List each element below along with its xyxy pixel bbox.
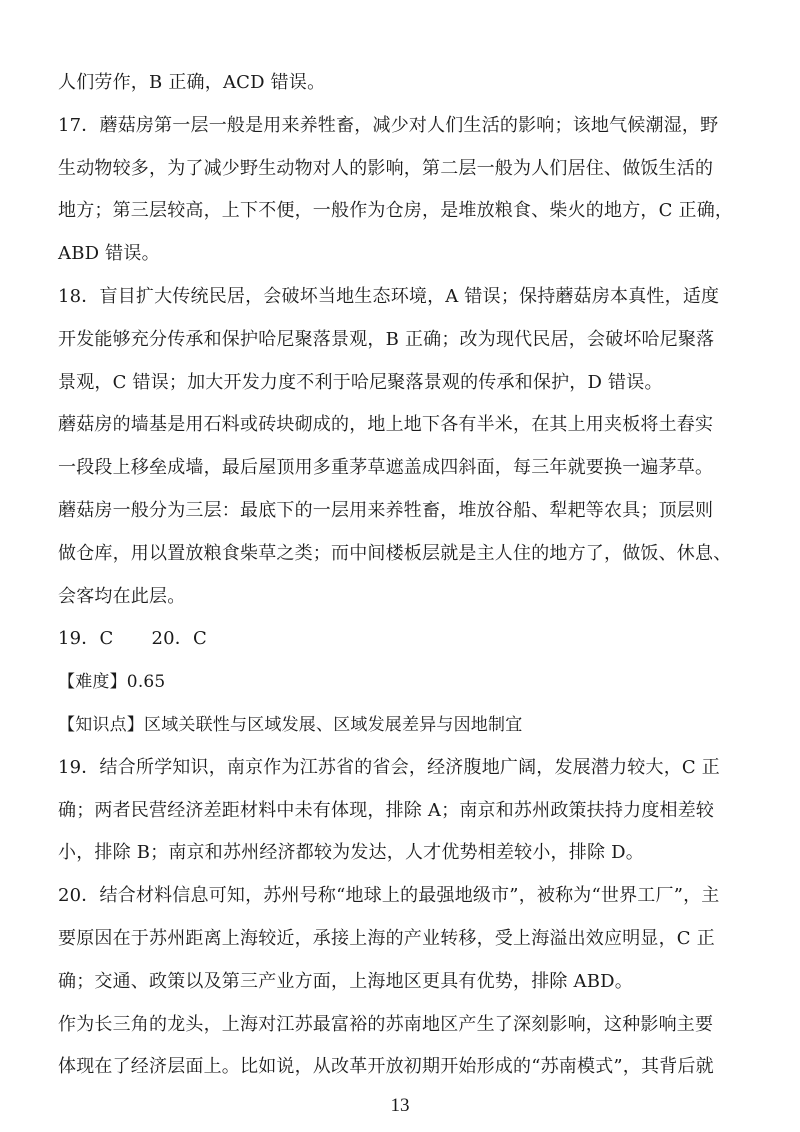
text-line: 地方；第三层较高，上下不便，一般作为仓房，是堆放粮食、柴火的地方，C 正确， — [58, 200, 734, 222]
text-line: 做仓库，用以置放粮食柴草之类；而中间楼板层就是主人住的地方了，做饭、休息、 — [58, 542, 732, 564]
text-line: 体现在了经济层面上。比如说，从改革开放初期开始形成的“苏南模式”，其背后就 — [58, 1056, 714, 1078]
text-line: 开发能够充分传承和保护哈尼聚落景观，B 正确；改为现代民居，会破坏哈尼聚落 — [58, 328, 715, 350]
difficulty-label: 【难度】0.65 — [58, 672, 166, 693]
page-number: 13 — [390, 1095, 410, 1116]
text-line: 要原因在于苏州距离上海较近，承接上海的产业转移，受上海溢出效应明显，C 正 — [58, 927, 715, 949]
text-line: 蘑菇房的墙基是用石料或砖块砌成的，地上地下各有半米，在其上用夹板将土舂实 — [58, 414, 714, 436]
answer-20: 20．C — [151, 628, 207, 650]
text-line: 17．蘑菇房第一层一般是用来养牲畜，减少对人们生活的影响；该地气候潮湿，野 — [58, 114, 719, 136]
answers-line — [58, 618, 770, 661]
text-line: 确；交通、政策以及第三产业方面，上海地区更具有优势，排除 ABD。 — [58, 970, 633, 992]
answer-19: 19．C — [58, 628, 114, 650]
text-line: 景观，C 错误；加大开发力度不利于哈尼聚落景观的传承和保护，D 错误。 — [58, 371, 663, 393]
knowledge-points: 【知识点】区域关联性与区域发展、区域发展差异与因地制宜 — [58, 714, 523, 735]
text-line: 20．结合材料信息可知，苏州号称“地球上的最强地级市”，被称为“世界工厂”，主 — [58, 885, 720, 907]
text-line: ABD 错误。 — [58, 243, 160, 265]
text-line: 作为长三角的龙头，上海对江苏最富裕的苏南地区产生了深刻影响，这种影响主要 — [58, 1013, 714, 1035]
text-line: 蘑菇房一般分为三层：最底下的一层用来养牲畜，堆放谷船、犁耙等农具；顶层则 — [58, 499, 714, 521]
text-line: 小，排除 B；南京和苏州经济都较为发达，人才优势相差较小，排除 D。 — [58, 842, 644, 864]
text-line: 人们劳作，B 正确，ACD 错误。 — [58, 72, 326, 93]
text-line: 生动物较多，为了减少野生动物对人的影响，第二层一般为人们居住、做饭生活的 — [58, 157, 714, 179]
text-line: 一段段上移垒成墙，最后屋顶用多重茅草遮盖成四斜面，每三年就要换一遍茅草。 — [58, 457, 714, 479]
text-line: 确；两者民营经济差距材料中未有体现，排除 A；南京和苏州政策扶持力度相差较 — [58, 799, 715, 821]
document-body — [58, 62, 770, 1089]
text-line: 18．盲目扩大传统民居，会破坏当地生态环境，A 错误；保持蘑菇房本真性，适度 — [58, 285, 720, 307]
text-line: 会客均在此层。 — [58, 585, 186, 607]
text-line: 19．结合所学知识，南京作为江苏省的省会，经济腹地广阔，发展潜力较大，C 正 — [58, 756, 720, 778]
